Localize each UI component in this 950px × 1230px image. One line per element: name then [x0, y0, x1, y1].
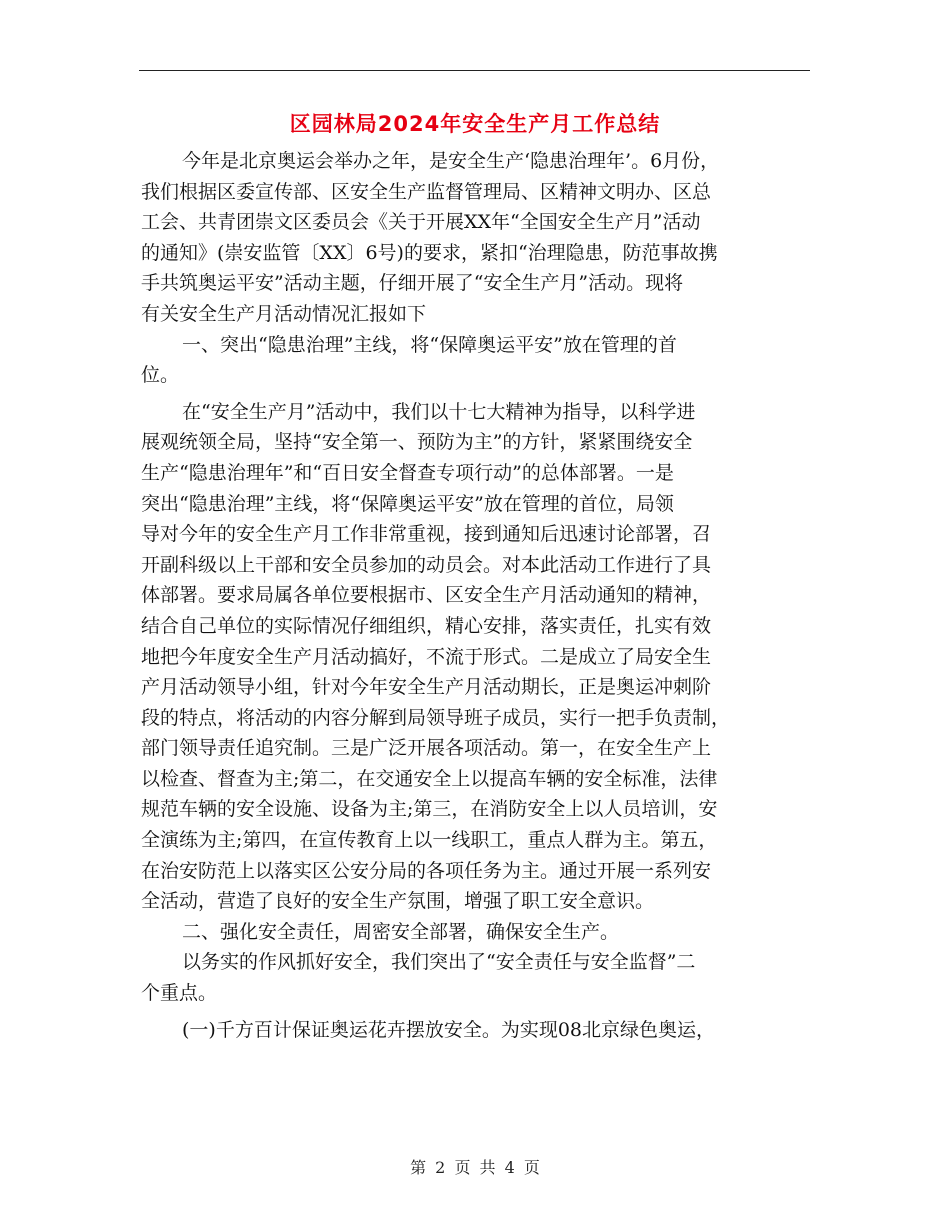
text-line: 有关安全生产月活动情况汇报如下 — [141, 302, 427, 325]
text-line: 生产“隐患治理年”和“百日安全督查专项行动”的总体部署。一是 — [141, 461, 674, 484]
text-line: 的通知》(崇安监管〔XX〕6号)的要求，紧扣“治理隐患，防范事故携 — [141, 241, 718, 264]
text-line: 以检查、督查为主;第二，在交通安全上以提高车辆的安全标准，法律 — [141, 767, 718, 790]
document-body — [141, 146, 811, 1045]
text-line: 结合自己单位的实际情况仔细组织，精心安排，落实责任，扎实有效 — [141, 614, 712, 637]
text-line: 突出“隐患治理”主线，将“保障奥运平安”放在管理的首位，局领 — [141, 492, 674, 515]
section-heading: 一、突出“隐患治理”主线，将“保障奥运平安”放在管理的首 — [182, 333, 677, 356]
text-line: 工会、共青团崇文区委员会《关于开展XX年“全国安全生产月”活动 — [141, 211, 701, 234]
text-line: 体部署。要求局属各单位要根据市、区安全生产月活动通知的精神， — [141, 584, 712, 607]
text-line: (一)千方百计保证奥运花卉摆放安全。为实现08北京绿色奥运， — [182, 1018, 716, 1041]
header-rule — [139, 70, 810, 71]
text-line: 在治安防范上以落实区公安分局的各项任务为主。通过开展一系列安 — [141, 859, 712, 882]
text-line: 开副科级以上干部和安全员参加的动员会。对本此活动工作进行了具 — [141, 553, 712, 576]
text-line: 地把今年度安全生产月活动搞好，不流于形式。二是成立了局安全生 — [141, 645, 712, 668]
text-line: 以务实的作风抓好安全，我们突出了“安全责任与安全监督”二 — [182, 951, 696, 974]
text-line: 全演练为主;第四，在宣传教育上以一线职工，重点人群为主。第五， — [141, 829, 718, 852]
text-line: 全活动，营造了良好的安全生产氛围，增强了职工安全意识。 — [141, 890, 655, 913]
text-line: 产月活动领导小组，针对今年安全生产月活动期长，正是奥运冲刺阶 — [141, 676, 712, 699]
page-footer: 第 2 页 共 4 页 — [410, 1158, 540, 1177]
section-heading: 位。 — [141, 364, 180, 387]
text-line: 段的特点，将活动的内容分解到局领导班子成员，实行一把手负责制， — [141, 706, 731, 729]
text-line: 今年是北京奥运会举办之年，是安全生产‘隐患治理年’。6月份， — [182, 150, 720, 172]
text-line: 个重点。 — [141, 982, 218, 1005]
section-heading: 二、强化安全责任，周密安全部署，确保安全生产。 — [182, 920, 620, 943]
text-line: 部门领导责任追究制。三是广泛开展各项活动。第一，在安全生产上 — [141, 737, 712, 760]
text-line: 规范车辆的安全设施、设备为主;第三，在消防安全上以人员培训，安 — [141, 798, 718, 821]
text-line: 导对今年的安全生产月工作非常重视，接到通知后迅速讨论部署，召 — [141, 523, 712, 546]
text-line: 我们根据区委宣传部、区安全生产监督管理局、区精神文明办、区总 — [141, 180, 712, 203]
text-line: 手共筑奥运平安”活动主题，仔细开展了“安全生产月”活动。现将 — [141, 272, 684, 295]
text-line: 在“安全生产月”活动中，我们以十七大精神为指导，以科学进 — [182, 400, 696, 423]
page-title: 区园林局2024年安全生产月工作总结 — [289, 112, 661, 136]
text-line: 展观统领全局，坚持“安全第一、预防为主”的方针，紧紧围绕安全 — [141, 431, 693, 454]
